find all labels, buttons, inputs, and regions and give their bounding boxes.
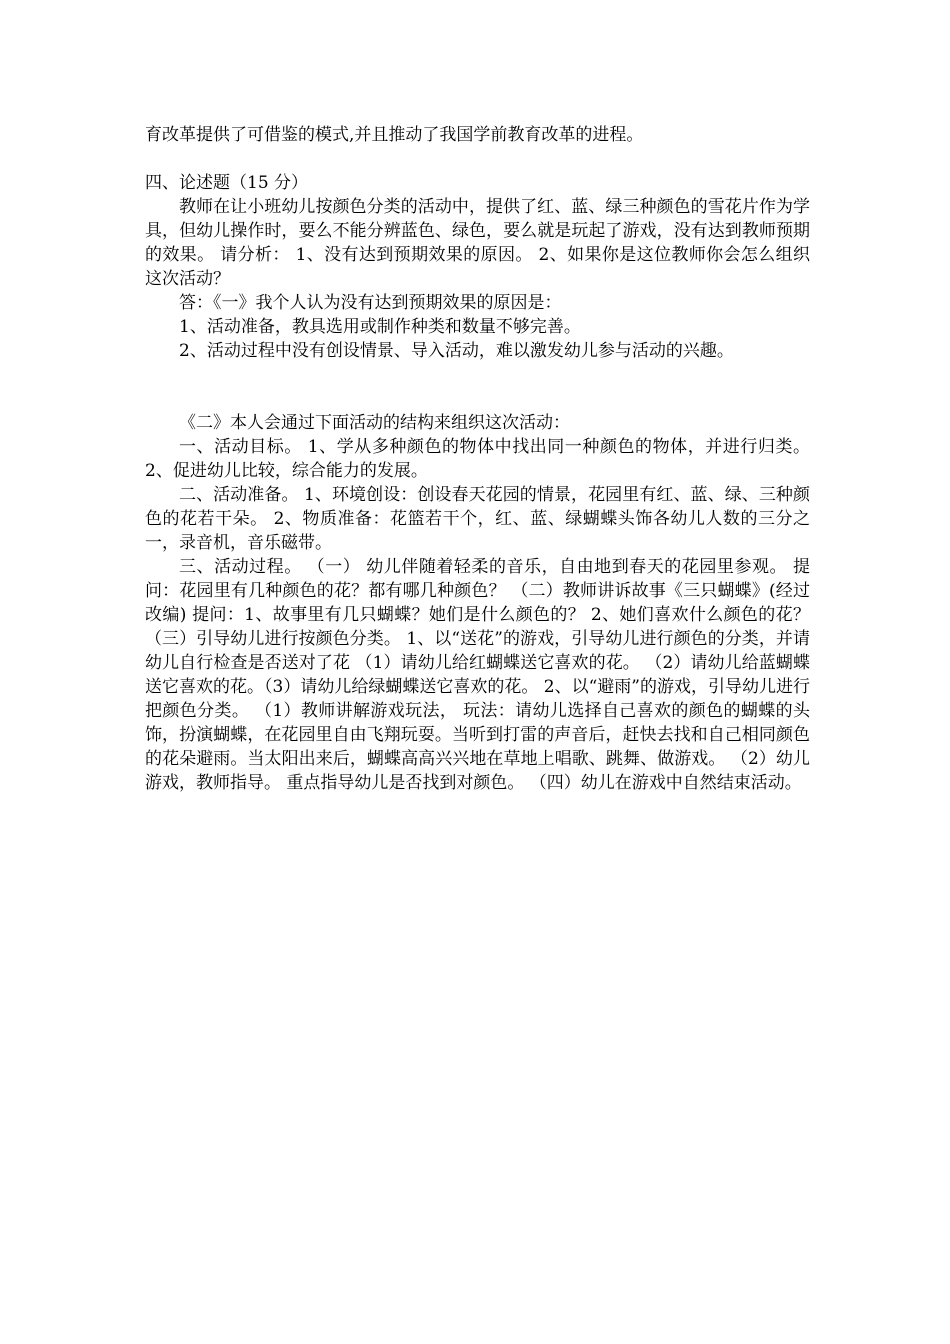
activity-process: 三、活动过程。 （一） 幼儿伴随着轻柔的音乐，自由地到春天的花园里参观。 提问：花园里有几种颜色的花？都有哪几种颜色？ （二）教师讲诉故事《三只蝴蝶》(经过改编) 提问：1、故事里有几只蝴蝶？她们是什么颜色的？ 2、她们喜欢什么颜色的花？ （三）引导幼儿进行按颜色分类。 1、以“送花”的游戏，引导幼儿进行颜色的分类，并请幼儿自行检查是否送对了花 （1）请幼儿给红蝴蝶送它喜欢的花。 （2）请幼儿给蓝蝴蝶送它喜欢的花。（3）请幼儿给绿蝴蝶送它喜欢的花。 2、以“避雨”的游戏，引导幼儿进行把颜色分类。 （1）教师讲解游戏玩法， 玩法：请幼儿选择自己喜欢的颜色的蝴蝶的头饰，扮演蝴蝶，在花园里自由飞翔玩耍。当听到打雷的声音后，赶快去找和自己相同颜色的花朵避雨。当太阳出来后，蝴蝶高高兴兴地在草地上唱歌、跳舞、做游戏。 （2）幼儿游戏，教师指导。 重点指导幼儿是否找到对颜色。 （四）幼儿在游戏中自然结束活动。 [145, 557, 810, 793]
spacer [145, 147, 810, 171]
activity-preparation: 二、活动准备。 1、环境创设：创设春天花园的情景，花园里有红、蓝、绿、三种颜色的花若干朵。 2、物质准备：花篮若干个，红、蓝、绿蝴蝶头饰各幼儿人数的三分之一，录音机，音乐磁带。 [145, 485, 810, 553]
question-paragraph: 教师在让小班幼儿按颜色分类的活动中，提供了红、蓝、绿三种颜色的雪花片作为学具，但幼儿操作时，要么不能分辨蓝色、绿色，要么就是玩起了游戏，没有达到教师预期的效果。 请分析： 1、没有达到预期效果的原因。 2、如果你是这位教师你会怎么组织这次活动？ [145, 197, 810, 289]
part-two-intro: 《二》本人会通过下面活动的结构来组织这次活动： [179, 413, 570, 433]
answer-intro: 答：《一》我个人认为没有达到预期效果的原因是： [179, 293, 562, 313]
activity-goals: 一、活动目标。 1、学从多种颜色的物体中找出同一种颜色的物体，并进行归类。 2、促进幼儿比较，综合能力的发展。 [145, 437, 810, 481]
spacer [145, 363, 810, 411]
document-body [145, 123, 810, 795]
section-heading: 四、论述题（15 分） [145, 173, 309, 193]
intro-paragraph: 育改革提供了可借鉴的模式,并且推动了我国学前教育改革的进程。 [145, 125, 644, 145]
reason-item-2: 2、活动过程中没有创设情景、导入活动，难以激发幼儿参与活动的兴趣。 [179, 341, 734, 361]
reason-item-1: 1、活动准备，教具选用或制作种类和数量不够完善。 [179, 317, 581, 337]
